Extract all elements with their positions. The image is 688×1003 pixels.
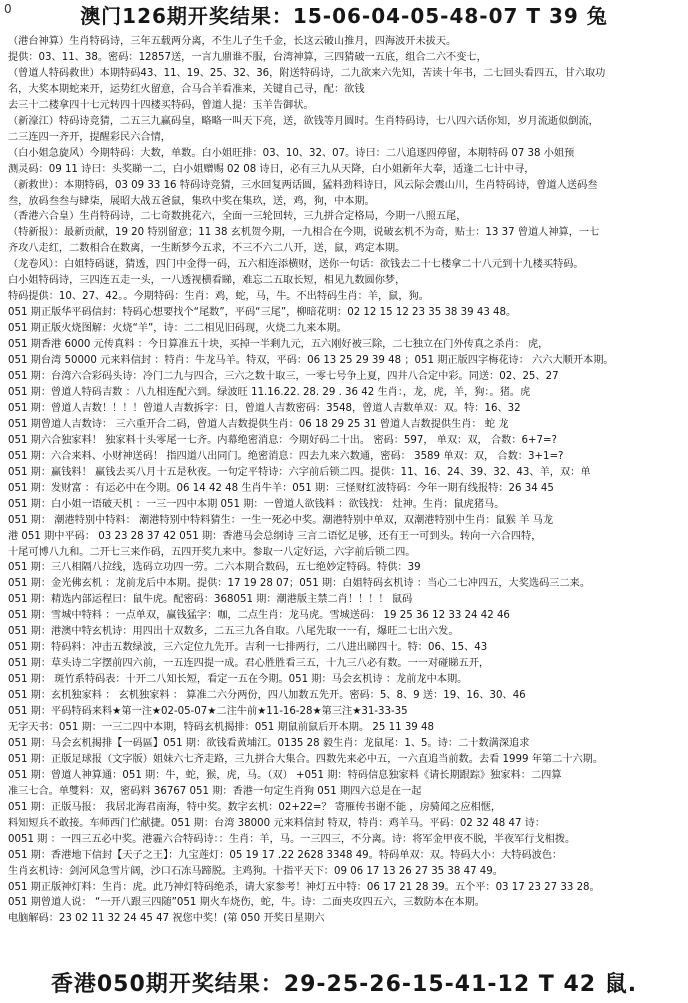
text-line: 生肖玄机诗：剑河风急雪片阔，沙口石冻马蹄脱。主鸡狗。十指平天下：09 06 17 13 26 27 35 38 47 49。	[8, 865, 503, 877]
text-line: 十尾可博八九和。二开七三来作码，五四开奖九来中。参取一八定好运，六字前后锁二四。	[8, 546, 416, 558]
text-line: （龙卷风）：白姐特码谜，猜透，四门中金得一码，五六相连添横财，送你一句话：欲钱去二十七楼拿二十八元到十九楼买特码。	[8, 259, 584, 271]
text-line: 特码提供：10、27、42。。今期特码：生肖：鸡，蛇，马，牛。不出特码生肖：羊，鼠，狗。	[8, 291, 429, 303]
text-line: （白小姐急旋风）今期特码：大数，单数。白小姐旺排：03、10、32、07。诗曰：二八追逐四停留，本期特码 07 38 小姐预	[8, 147, 575, 159]
text-line: 051 期：正版马报： 我居北海君南海，特中奖。数字玄机：02+22=？ 寄雁传书谢不能 ，房骑闻之应相惬，	[8, 801, 502, 813]
text-line: 051 期：六合来料、小财神送码！ 指四道八出同门。绝密消息：四去九来六数通，密码： 3589 单双：双， 合数：3+1=?	[8, 450, 564, 462]
text-line: （香港六合皇）生肖特码诗，二七奇数挑花六，全面一三轮回转，三九拼合定格局，今期一八照五尾，	[8, 211, 467, 223]
text-line: 051 期：雪城中特料 ：一点单双，赢钱猛字：咖，二点生肖：龙马虎。雪城送码： 19 25 36 12 33 24 42 46	[8, 610, 510, 622]
text-line: 051 期：草头诗二字摆前四六前，一五连四提一成。君心胜胜看三五，十九三八必有数。一一对碰睇五开，	[8, 658, 490, 670]
text-line: （曾道人特码救世）本期特码43、11、19、25、32、36，附送特码诗，二九欲来六先知，苦读十年书，二七回头看四五，甘六取功	[8, 67, 606, 79]
text-line: 港 051 期中平码： 03 23 28 37 42 051 期：香港马会总纲诗 三言二语忆足够，还有王一可到头。转向一六合四特，	[8, 530, 542, 542]
text-line: 051 期：特码料：冲击五数绿波，三六定位九先开。吉利一七排两行，二八进出睇四十。特：06、15、43	[8, 642, 488, 654]
text-line: 051 期正版火烧图解：火烧“羊”，诗：二二相见旧码现，火烧二九来本期。	[8, 323, 347, 335]
text-line: 齐攻八走红，二数相合在数离，一生断梦今五求，不三不六二八开，送，鼠，鸡定本期。	[8, 243, 406, 255]
text-line: 051 期：白小姐一语破天机 ：一三一四中本期 051 期：一曾道人欲钱料 ：欲钱找： 灶神。生肖：鼠虎猪马。	[8, 498, 505, 510]
text-line: 051 期：曾道人神算通：051 期：牛，蛇，猴，虎，马。（双） +051 期：特码信息独家料《请长期跟踪》独家料：二四算	[8, 769, 562, 781]
text-line: 二三连四一齐开，提醒彩民六合情，	[8, 131, 171, 143]
text-line: 051 期：精选内部运程曰：鼠牛虎。配密码：368051 期：潮港版主禁二肖！！！！ 鼠码	[8, 594, 413, 606]
text-line: 料知短兵不敢接。车师西门伫献捷。051 期：台湾 38000 元来料信封 特双，特肖：鸡羊马。平码：02 32 48 47 诗：	[8, 817, 546, 829]
text-line: 051 期曾道人说： “一开八跟三四随”051 期火车烧伤，蛇，牛。诗：二面夹攻四五六，三数防本在本期。	[8, 897, 485, 909]
text-line: 051 期：三八相隔八拉线，选码立功四一劳。二六本期合数码，五七绝妙定特码。特供：39	[8, 562, 421, 574]
text-line: 测灵码：09 11 诗曰：头奖睇一二，白小姐赠赐 02 08 诗日，必有三九从天降，白小姐新年大奉，适逢二七计中寻，	[8, 163, 535, 175]
text-line: 去三十二楼拿四十七元转四十四楼买特码，曾道人提：玉羊告御状。	[8, 99, 314, 111]
text-line: 051 期香港 6000 元传真料 ：今日算准五十块，买掉一半剩九元，五六刚好被三除，二七独立在门外传真之杀肖： 虎，	[8, 339, 549, 351]
text-line: 叁，放码叁叁与肆柒，展昭大战五爸鼠，集玖中奖在集玖，送，鸡，狗，中本期。	[8, 195, 375, 207]
text-line: 051 期：赢钱料！ 赢钱去买八月十五是秋夜。一句定平特诗：六字前后锁二四。提供：11、16、24、39、32、43、羊，双：单	[8, 466, 591, 478]
text-line: 白小姐特码诗，三四连五走一头，一八透视横看睇，难忘二五取长短，相见九数圆你梦，	[8, 275, 406, 287]
text-line: 051 期：曾道人吉数！！！！曾道人吉数拆字：日，曾道人吉数密码：3548，曾道人吉数单双：双。特：16、32	[8, 402, 521, 414]
text-line: 051 期曾道人吉数诗： 三六重开合二码，曾道人吉数提供生肖：06 18 29 25 31 曾道人吉数提供生肖： 蛇 龙	[8, 418, 509, 430]
prediction-text-body	[8, 34, 682, 963]
text-line: 051 期：香港地下信封【天子之王】：九宝莲灯：05 19 17 .22 2628 3348 49。特码单双：双。特码大小：大特码波色：	[8, 849, 563, 861]
text-line: 051 期：曾道人特码吉数 ：八九相连配六到。绿波旺 11.16.22. 28. 29 . 36 42 生肖：，龙，虎，羊，狗：。猪。虎	[8, 386, 531, 398]
text-line: 051 期：港澳中特玄机诗：用四出十双数多，二五三九各自取。八尾先取一一有，爆旺二七出六发。	[8, 626, 459, 638]
text-line: 051 期：正版足球报（文字版）姐妹六七齐走路，三九拼合大集合。四数先来必中五，一六直追当前数。去看 1999 年第二十六期。	[8, 753, 604, 765]
macau-draw-result-title: 澳门126期开奖结果：15-06-04-05-48-07 T 39 兔	[80, 4, 608, 28]
text-line: 提供：03、11、38。密码：12857送，一言九鼎谁不服，台湾神算，三四猜破一五底，组合二六不变七，	[8, 51, 487, 63]
text-line: 051 期：金光佛玄机 ：龙前龙后中本期。提供：17 19 28 07；051 期：白姐特码玄机诗 ：当心二七冲四五，大奖选码三二来。	[8, 578, 591, 590]
text-line: 051 期：台湾六合彩码头诗：冷门二九与四合，三六之数十取三，一零七号争上夏，四井八合定中彩。同送：02、25、27	[8, 371, 559, 383]
text-line: 0051 期 ：一四三五必中奖。港霾六合特码诗：：生肖：羊，马。一三四三，不分离。诗：将军金甲夜不脱，半夜军行戈相拨。	[8, 833, 576, 845]
text-line: 051 期正版神灯料：生肖：虎。此乃神灯特码绝杀，请大家参考！神灯五中特：06 17 21 28 39。五个平：03 17 23 27 33 28。	[8, 881, 600, 893]
text-line: 051 期台湾 50000 元来料信封 ：特肖：牛龙马羊。特双，平码：06 13 25 29 39 48 ；051 期正版四字梅花诗： 六六大顺开本期。	[8, 355, 614, 367]
text-line: 名，大奖本期蛇来开，运势红火留意，合马合羊看准来，关键自己寻，配：欲钱	[8, 83, 365, 95]
text-line: （新救世）：本期特码，03 09 33 16 特码诗竞猜，三水回复两话圆，猛料劲料诗日，风云际会震山川，生肖特码诗，曾道人送码叁	[8, 179, 598, 191]
text-line: 051 期六合独家料！ 独家料十头零尾一七齐。内幕绝密消息：今期好码二十出。 密码：597， 单双：双， 合数：6+7=?	[8, 434, 557, 446]
text-line: 准三七合。单雙料：双，密码料 36767 051 期：香港一句定生肖狗 051 期四六总是在一起	[8, 785, 422, 797]
text-line: 051 期：发财富 ：有运必中在今期。06 14 42 48 生肖牛羊：051 期：三怪财红波特码：今年一期有线报特：26 34 45	[8, 482, 554, 494]
text-line: 051 期： 斑竹系特码表：十开二八知长短，看定一五在今期。051 期：马会玄机诗 ：龙前龙中本期。	[8, 674, 468, 686]
text-line: （新濠江）特码诗竞猜，二五三九赢码皇，略略一叫天下亮，送，欲钱等月圆时。生肖特码诗，七八四六话你知，岁月流逝似倒流，	[8, 115, 599, 127]
text-line: 无字天书：051 期：一三二四中本期，特码玄机揭排：051 期鼠前鼠后开本期。 25 11 39 48	[8, 721, 434, 733]
text-line: （特新报）：最新贡献，19 20 特别留意；11 38 玄机贺今期，一九相合在今期，说破玄机不为奇，贴士：13 37 曾道人神算，一七	[8, 227, 600, 239]
text-line: 051 期：玄机独家料 ： 玄机独家料 ： 算准二六分两份，四八加数五先开。密码：5、8、9 送：19、16、30、46	[8, 690, 526, 702]
hongkong-draw-result-title: 香港050期开奖结果：29-25-26-15-41-12 T 42 鼠.	[50, 972, 638, 997]
text-line: 051 期正版华平码信封：特码心想要找个“尾数”，平码“三尾”，柳暗花明：02 12 15 12 23 35 38 39 43 48。	[8, 307, 517, 319]
text-line: 电脑解码：23 02 11 32 24 45 47 祝您中奖！(第 050 开奖日星期六	[8, 913, 325, 925]
text-line: 051 期： 潮港特别中特料： 潮港特别中特料猜生：一生一死必中奖。潮港特别中单双，双潮港特别中生肖：鼠猴 羊 马龙	[8, 514, 554, 526]
text-line: 051 期：平码特码来料★第一注★02-05-07★二注牛前★11-16-28★第三注★31-33-35	[8, 706, 408, 718]
text-line: （港台神算）生肖特码诗，三年五载两分离，不生儿子生千金，长这云破山推月，四海波开未拔天。	[8, 36, 457, 47]
page-number: 0	[4, 2, 12, 16]
text-line: 051 期：马会玄机揭排【一码區】051 期：欲钱看黄埔江。0135 28 毅生肖：龙鼠尾：1、5。诗：二十数满深追求	[8, 737, 530, 749]
